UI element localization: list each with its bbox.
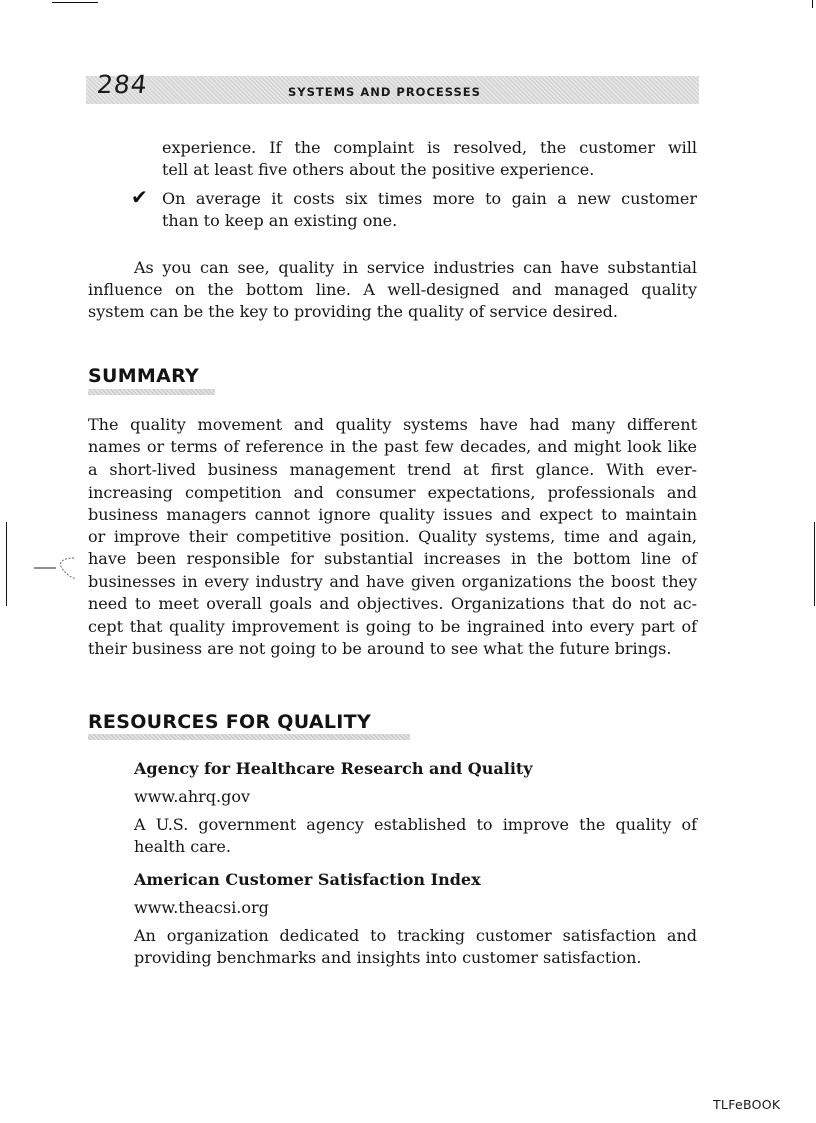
resources-heading: RESOURCES FOR QUALITY	[88, 711, 371, 733]
summary-line: or improve their competitive position. Quality systems, time and again,	[88, 527, 697, 546]
paragraph-line: influence on the bottom line. A well-designed and managed quality	[88, 280, 697, 299]
checkmark-icon: ✔	[131, 185, 148, 209]
resource-title: Agency for Healthcare Research and Quality	[134, 759, 533, 778]
summary-line: increasing competition and consumer expectations, professionals and	[88, 483, 697, 502]
bullet-item-line: than to keep an existing one.	[162, 211, 398, 230]
summary-line: a short-lived business management trend at first glance. With ever-	[88, 460, 697, 479]
summary-heading-bar	[88, 389, 215, 395]
margin-pen-mark	[34, 555, 84, 581]
summary-line: their business are not going to be around to see what the future brings.	[88, 639, 672, 658]
summary-line: The quality movement and quality systems have had many different	[88, 415, 697, 434]
summary-line: businesses in every industry and have given organizations the boost they	[88, 572, 697, 591]
top-crop-rule	[52, 2, 98, 3]
summary-line: have been responsible for substantial increases in the bottom line of	[88, 549, 697, 568]
footer-watermark: TLFeBOOK	[713, 1097, 781, 1112]
resource-description-line: health care.	[134, 837, 231, 856]
bullet-continued-line: tell at least five others about the positive experience.	[162, 160, 595, 179]
resource-description-line: An organization dedicated to tracking customer satisfaction and	[134, 926, 697, 945]
resource-description-line: providing benchmarks and insights into customer satisfaction.	[134, 948, 642, 967]
summary-line: cept that quality improvement is going to be ingrained into every part of	[88, 617, 697, 636]
summary-line: need to meet overall goals and objectives. Organizations that do not ac-	[88, 594, 697, 613]
resource-url: www.theacsi.org	[134, 898, 269, 917]
summary-line: names or terms of reference in the past few decades, and might look like	[88, 437, 697, 456]
bullet-item-line: On average it costs six times more to gain a new customer	[162, 189, 697, 208]
corner-crop-mark	[812, 0, 813, 8]
resource-url: www.ahrq.gov	[134, 787, 251, 806]
paragraph-line: As you can see, quality in service industries can have substantial	[134, 258, 697, 277]
bullet-continued-line: experience. If the complaint is resolved, the customer will	[162, 138, 697, 157]
right-binding-mark	[814, 522, 815, 606]
summary-line: business managers cannot ignore quality issues and expect to maintain	[88, 505, 697, 524]
summary-heading: SUMMARY	[88, 365, 200, 387]
page-number: 284	[95, 70, 150, 99]
resources-heading-bar	[88, 734, 410, 740]
paragraph-line: system can be the key to providing the quality of service desired.	[88, 302, 618, 321]
resource-title: American Customer Satisfaction Index	[134, 870, 481, 889]
running-head-title: SYSTEMS AND PROCESSES	[288, 85, 481, 99]
resource-description-line: A U.S. government agency established to improve the quality of	[134, 815, 697, 834]
left-binding-mark	[6, 522, 7, 606]
